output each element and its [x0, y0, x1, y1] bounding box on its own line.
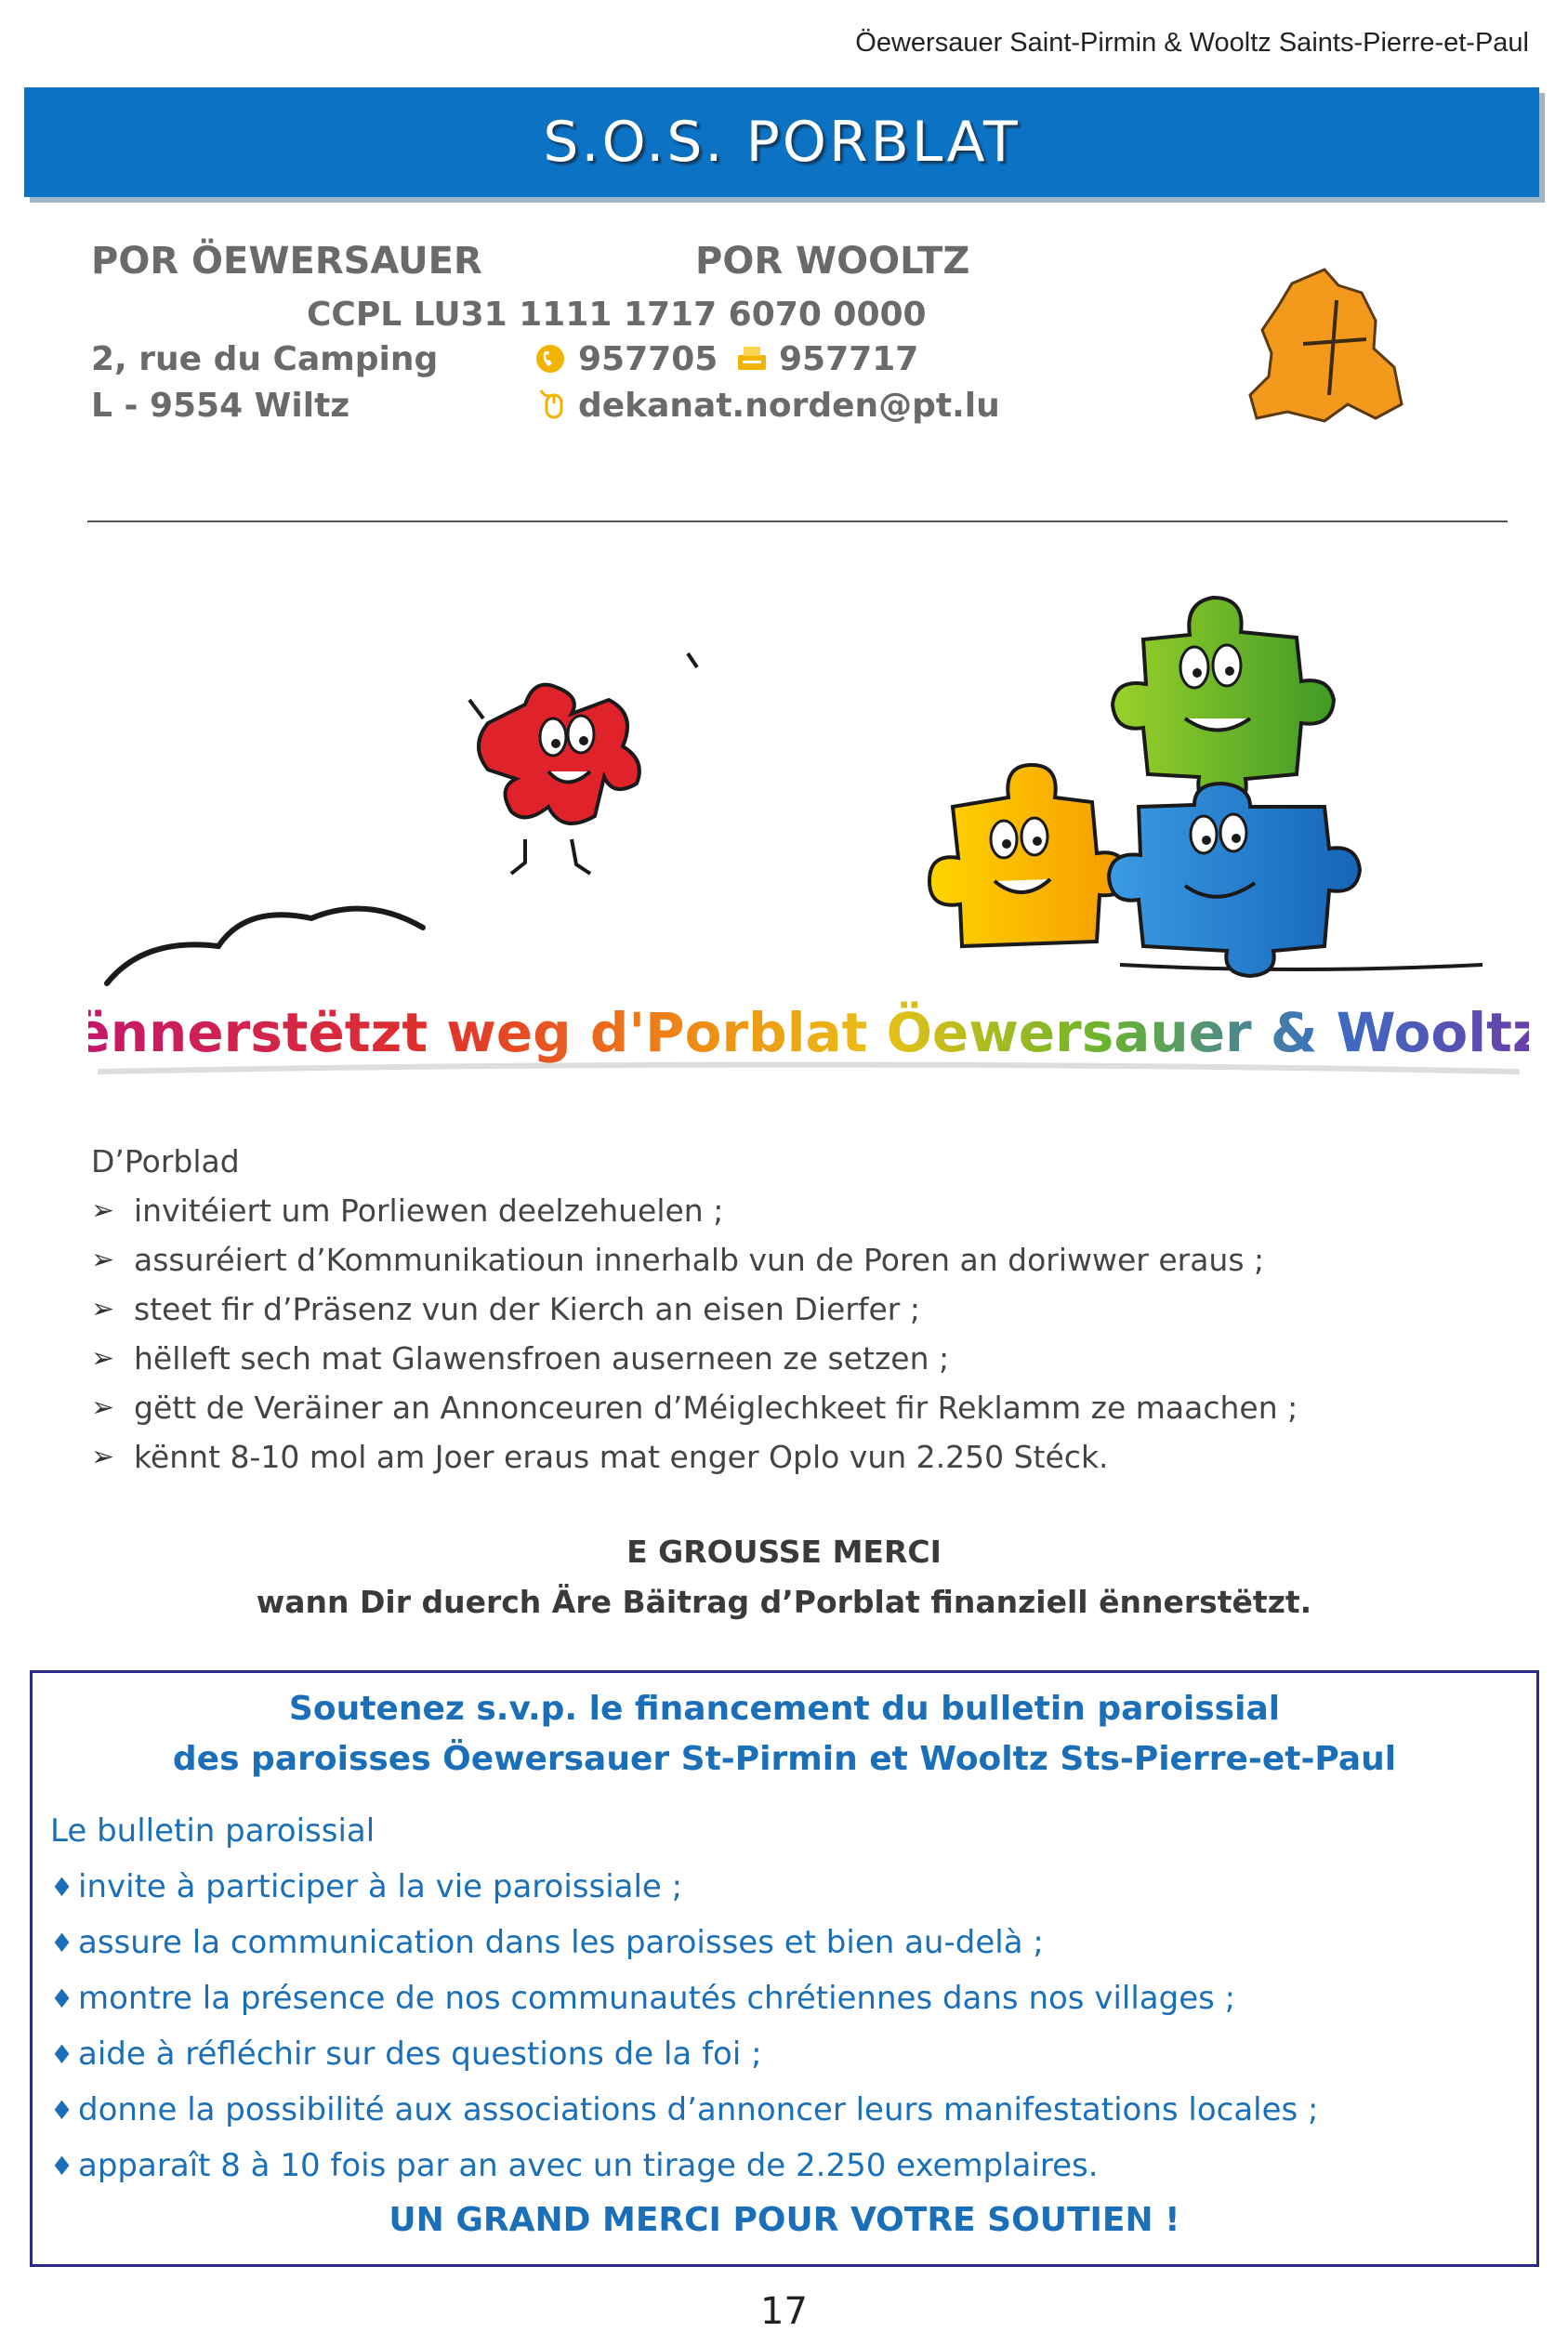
diamond-bullet-icon: ♦: [50, 2094, 74, 2126]
left-heading: POR ÖEWERSAUER: [91, 240, 482, 283]
list-item-text: invitéiert um Porliewen deelzehuelen ;: [134, 1192, 724, 1229]
title-banner: [24, 87, 1539, 197]
puzzle-illustration: [88, 528, 1529, 1095]
list-item: [91, 1242, 1264, 1278]
city-address: L - 9554 Wiltz: [91, 387, 350, 425]
fr-title-line1: Soutenez s.v.p. le financement du bulletin paroissial: [288, 1690, 1281, 1728]
fax-icon: [734, 344, 770, 375]
divider: [87, 520, 1508, 522]
diamond-bullet-icon: ♦: [50, 2150, 74, 2181]
list-item-text: apparaît 8 à 10 fois par an avec un tirage de 2.250 exemplaires.: [78, 2147, 1099, 2184]
list-item: [50, 1924, 1044, 1961]
phone-number: 957705: [578, 340, 718, 378]
page-title: S.O.S. PORBLAT: [543, 110, 1021, 175]
list-item: [50, 2091, 1319, 2128]
list-item: [91, 1390, 1298, 1426]
page-number: 17: [760, 2290, 808, 2333]
street-address: 2, rue du Camping: [91, 340, 439, 378]
list-item-text: assuréiert d’Kommunikatioun innerhalb vun de Poren an doriwwer eraus ;: [134, 1242, 1265, 1278]
fax-number: 957717: [779, 340, 919, 378]
list-item: [50, 2147, 1099, 2184]
list-item-text: steet fir d’Präsenz vun der Kierch an eisen Dierfer ;: [134, 1291, 920, 1327]
list-item: [50, 1980, 1235, 2017]
list-item: [50, 1868, 682, 1905]
arrow-bullet-icon: ➢: [91, 1194, 115, 1227]
list-item-text: aide à réfléchir sur des questions de la foi ;: [78, 2035, 762, 2073]
lb-thanks-text: wann Dir duerch Äre Bäitrag d’Porblat finanziell ënnerstëtzt.: [256, 1584, 1312, 1620]
mouse-icon: [534, 387, 569, 422]
email-link[interactable]: dekanat.norden@pt.lu: [578, 387, 1000, 425]
diamond-bullet-icon: ♦: [50, 1983, 74, 2014]
arrow-bullet-icon: ➢: [91, 1391, 115, 1424]
diamond-bullet-icon: ♦: [50, 1871, 74, 1903]
list-item: [50, 2035, 762, 2073]
diamond-bullet-icon: ♦: [50, 1927, 74, 1958]
list-item: [91, 1192, 723, 1229]
slogan-text: ënnerstëtzt weg d'Porblat Öewersauer & Wooltz: [88, 1001, 1529, 1064]
diamond-bullet-icon: ♦: [50, 2038, 74, 2070]
arrow-bullet-icon: ➢: [91, 1244, 115, 1276]
list-item-text: assure la communication dans les paroisses et bien au-delà ;: [78, 1924, 1044, 1961]
list-item: [91, 1340, 949, 1377]
phone-icon: [534, 342, 567, 375]
lb-intro: D’Porblad: [91, 1143, 240, 1179]
bank-account: CCPL LU31 1111 1717 6070 0000: [307, 296, 927, 334]
lb-thanks-heading: E GROUSSE MERCI: [626, 1534, 942, 1570]
arrow-bullet-icon: ➢: [91, 1441, 115, 1473]
fr-intro: Le bulletin paroissial: [50, 1812, 376, 1850]
arrow-bullet-icon: ➢: [91, 1293, 115, 1325]
right-heading: POR WOOLTZ: [695, 240, 970, 283]
arrow-bullet-icon: ➢: [91, 1342, 115, 1375]
list-item-text: montre la présence de nos communautés chrétiennes dans nos villages ;: [78, 1980, 1236, 2017]
diocese-map-logo: [1236, 265, 1441, 432]
list-item-text: gëtt de Veräiner an Annonceuren d’Méiglechkeet fir Reklamm ze maachen ;: [134, 1390, 1298, 1426]
fr-closing: UN GRAND MERCI POUR VOTRE SOUTIEN !: [389, 2201, 1180, 2239]
list-item-text: donne la possibilité aux associations d’annoncer leurs manifestations locales ;: [78, 2091, 1319, 2128]
list-item-text: invite à participer à la vie paroissiale ;: [78, 1868, 683, 1905]
running-header: Öewersauer Saint-Pirmin & Wooltz Saints-Pierre-et-Paul: [855, 28, 1529, 58]
list-item-text: hëlleft sech mat Glawensfroen auserneen ze setzen ;: [134, 1340, 950, 1377]
list-item-text: kënnt 8-10 mol am Joer eraus mat enger Oplo vun 2.250 Stéck.: [134, 1439, 1109, 1475]
fr-title-line2: des paroisses Öewersauer St-Pirmin et Wooltz Sts-Pierre-et-Paul: [172, 1740, 1397, 1778]
list-item: [91, 1291, 920, 1327]
list-item: [91, 1439, 1109, 1475]
